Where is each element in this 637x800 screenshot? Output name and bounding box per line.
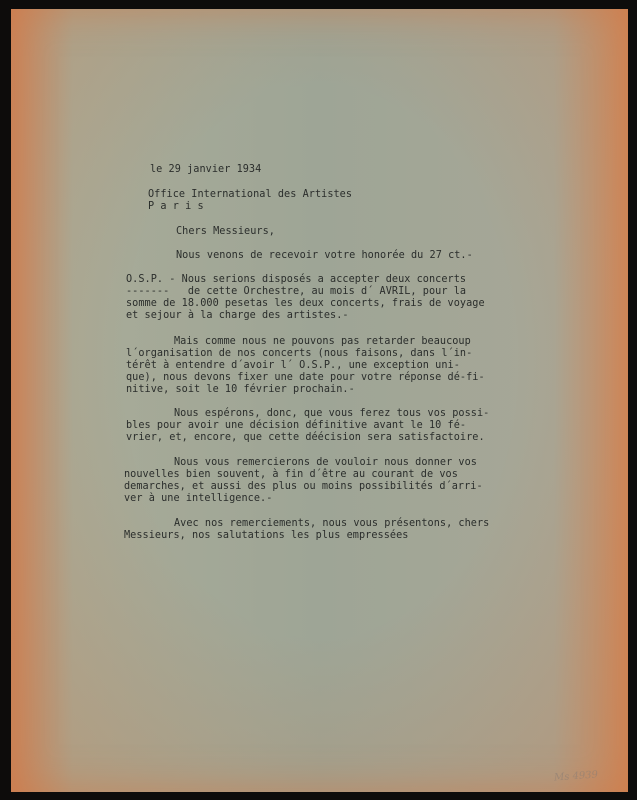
paragraph-5-line-3: demarches, et aussi des plus ou moins possibilités d´arri- — [124, 481, 483, 492]
paragraph-3-line-2: l´organisation de nos concerts (nous faisons, dans l´in- — [126, 348, 473, 359]
paragraph-2-line-3: somme de 18.000 pesetas les deux concerts, frais de voyage — [126, 298, 485, 309]
paragraph-4-line-1: Nous espérons, donc, que vous ferez tous vos possi- — [174, 408, 490, 419]
paragraph-6-line-2: Messieurs, nos salutations les plus empressées — [124, 530, 409, 541]
paragraph-2-line-2: ------- de cette Orchestre, au mois d´ AVRIL, pour la — [126, 286, 467, 297]
recipient-city: P a r i s — [148, 201, 204, 212]
salutation: Chers Messieurs, — [176, 226, 275, 237]
paragraph-5-line-1: Nous vous remercierons de vouloir nous donner vos — [174, 457, 477, 468]
letter-date: le 29 janvier 1934 — [150, 164, 262, 175]
paragraph-4-line-3: vrier, et, encore, que cette déécision sera satisfactoire. — [126, 432, 485, 443]
paragraph-5-line-4: ver à une intelligence.- — [124, 493, 273, 504]
paragraph-5-line-2: nouvelles bien souvent, à fin d´être au courant de vos — [124, 469, 458, 480]
paragraph-3-line-4: que), nous devons fixer une date pour votre réponse dé-fi- — [126, 372, 485, 383]
paragraph-2-line-1: O.S.P. - Nous serions disposés a accepter deux concerts — [126, 274, 467, 285]
paragraph-3-line-1: Mais comme nous ne pouvons pas retarder beaucoup — [174, 336, 471, 347]
letter-sheet — [11, 9, 628, 792]
paragraph-1-line-1: Nous venons de recevoir votre honorée du 27 ct.- — [176, 250, 473, 261]
paragraph-3-line-5: nitive, soit le 10 février prochain.- — [126, 384, 355, 395]
paragraph-3-line-3: térêt à entendre d´avoir l´ O.S.P., une exception uni- — [126, 360, 460, 371]
paragraph-6-line-1: Avec nos remerciements, nous vous présentons, chers — [174, 518, 490, 529]
paragraph-2-line-4: et sejour à la charge des artistes.- — [126, 310, 349, 321]
paragraph-4-line-2: bles pour avoir une décision définitive avant le 10 fé- — [126, 420, 467, 431]
recipient-name: Office International des Artistes — [148, 189, 353, 200]
archive-mark: Ms 4939 — [553, 769, 599, 784]
